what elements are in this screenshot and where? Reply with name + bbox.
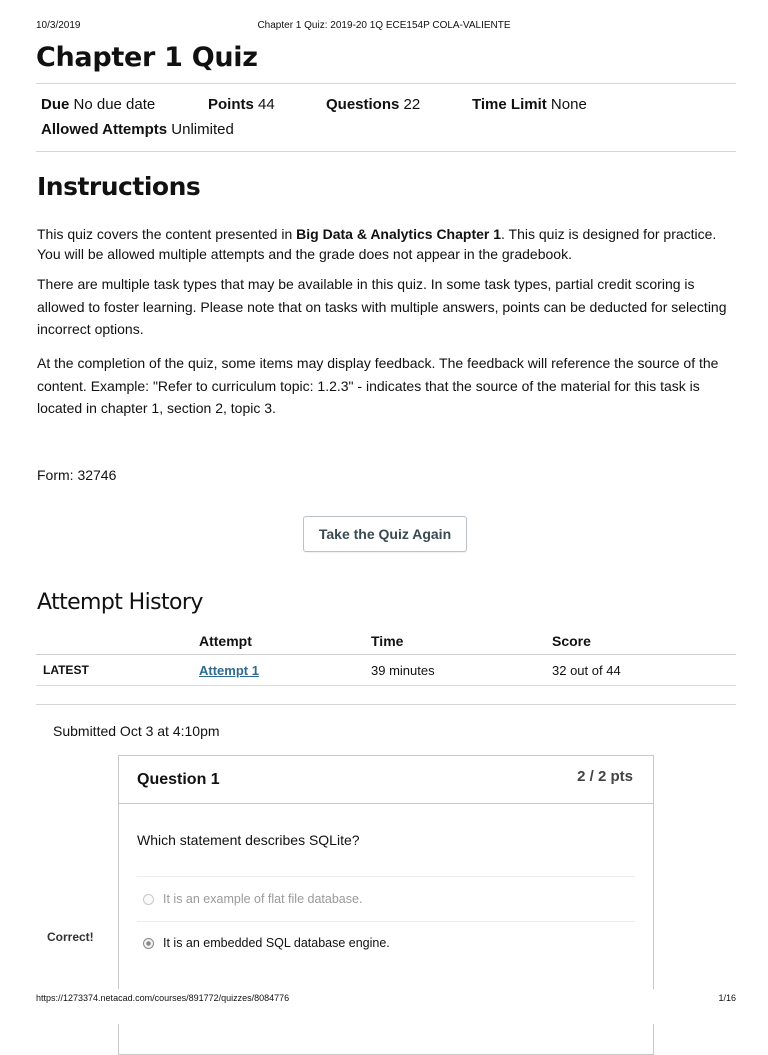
- print-date: 10/3/2019: [36, 20, 81, 31]
- correct-feedback-label: Correct!: [47, 930, 94, 944]
- quiz-meta: [41, 96, 728, 142]
- page-title: Chapter 1 Quiz: [36, 42, 258, 73]
- column-header-attempt: Attempt: [199, 628, 371, 655]
- radio-unselected-icon: [143, 894, 154, 905]
- attempt-link[interactable]: Attempt 1: [199, 662, 259, 678]
- table-row: [36, 655, 736, 686]
- radio-selected-icon: [143, 938, 154, 949]
- question-points: 2 / 2 pts: [577, 768, 633, 785]
- take-quiz-again-button[interactable]: Take the Quiz Again: [303, 516, 467, 552]
- submitted-timestamp: Submitted Oct 3 at 4:10pm: [53, 723, 220, 739]
- instructions-paragraph-2: There are multiple task types that may be available in this quiz. In some task types, partial credit scoring is allowed to foster learning. Please note that on tasks with multiple answers, points can be deducted for selecting incorrect options.: [37, 276, 727, 337]
- instructions-heading: Instructions: [37, 172, 201, 201]
- due-info: [41, 96, 155, 113]
- table-header-row: [36, 628, 736, 655]
- latest-badge: LATEST: [36, 655, 199, 686]
- points-label: Points: [208, 96, 254, 113]
- column-header-time: Time: [371, 628, 552, 655]
- answer-option[interactable]: [163, 892, 362, 906]
- questions-value: 22: [403, 96, 421, 113]
- allowed-attempts-info: [41, 121, 234, 138]
- print-header: [36, 20, 732, 34]
- allowed-attempts-label: Allowed Attempts: [41, 121, 168, 138]
- divider: [36, 83, 736, 84]
- question-text: Which statement describes SQLite?: [137, 832, 360, 848]
- time-limit-info: [472, 96, 587, 113]
- time-limit-value: None: [550, 96, 587, 113]
- due-value: No due date: [73, 96, 156, 113]
- instructions-p1-text-end: . This quiz is designed for practice. You will be allowed multiple attempts and the grade does not appear in the gradebook.: [37, 226, 717, 262]
- allowed-attempts-value: Unlimited: [171, 121, 234, 138]
- answer-text: It is an embedded SQL database engine.: [163, 936, 390, 950]
- instructions-paragraph-3: At the completion of the quiz, some items may display feedback. The feedback will reference the source of the content. Example: "Refer to curriculum topic: 1.2.3" - indicates that the source of the material for this task is located in chapter 1, section 2, topic 3.: [37, 355, 719, 416]
- points-value: 44: [258, 96, 275, 113]
- instructions-p1-text: This quiz covers the content presented in: [37, 226, 297, 242]
- print-document-title: Chapter 1 Quiz: 2019-20 1Q ECE154P COLA-VALIENTE: [257, 20, 511, 31]
- form-number: Form: 32746: [37, 467, 117, 483]
- attempt-history-heading: Attempt History: [37, 590, 203, 615]
- due-label: Due: [41, 96, 70, 113]
- answer-divider: [137, 921, 635, 922]
- question-header: [119, 756, 653, 804]
- divider: [36, 151, 736, 152]
- answer-text: It is an example of flat file database.: [163, 892, 363, 906]
- attempt-time: 39 minutes: [371, 655, 552, 686]
- questions-info: [326, 96, 420, 113]
- answer-option-selected[interactable]: [163, 936, 390, 950]
- question-title: Question 1: [137, 771, 220, 788]
- points-info: [208, 96, 275, 113]
- answer-divider: [137, 876, 635, 877]
- course-chapter-name: Big Data & Analytics Chapter 1: [296, 226, 502, 242]
- print-footer-page-number: 1/16: [718, 993, 736, 1003]
- column-header: [36, 628, 199, 655]
- column-header-score: Score: [552, 628, 736, 655]
- print-footer-url: https://1273374.netacad.com/courses/891772/quizzes/8084776: [36, 993, 290, 1003]
- time-limit-label: Time Limit: [472, 96, 547, 113]
- attempt-history-table: [36, 628, 736, 686]
- attempt-score: 32 out of 44: [552, 655, 736, 686]
- divider: [36, 704, 736, 705]
- instructions-paragraph-1: [37, 224, 737, 264]
- questions-label: Questions: [326, 96, 400, 113]
